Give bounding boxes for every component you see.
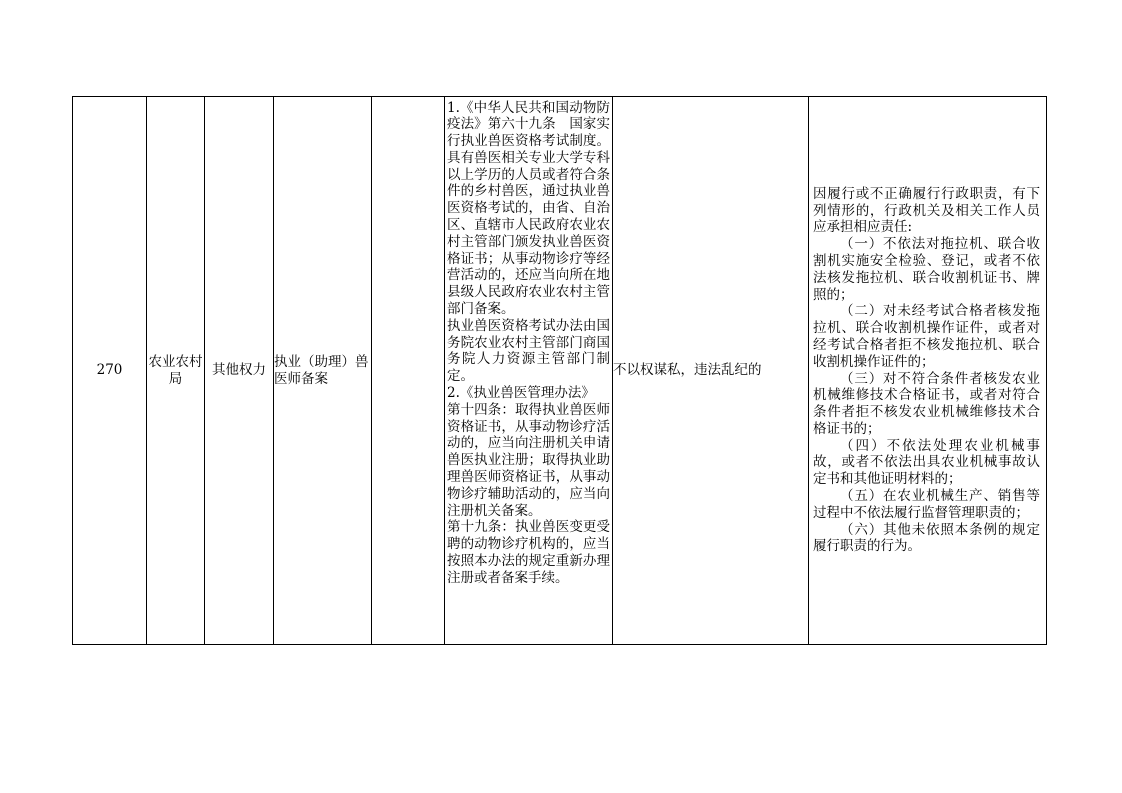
responsibility-item: （一）不依法对拖拉机、联合收割机实施安全检验、登记，或者不依法核发拖拉机、联合收割机证书、牌照的； xyxy=(813,236,1040,303)
responsibility-item: （二）对未经考试合格者核发拖拉机、联合收割机操作证件，或者对经考试合格者拒不核发拖拉机、联合收割机操作证件的； xyxy=(813,303,1040,370)
legal-basis-paragraph: 1.《中华人民共和国动物防疫法》第六十九条 国家实行执业兽医资格考试制度。具有兽医相关专业大学专科以上学历的人员或者符合条件的乡村兽医，通过执业兽医资格考试的，由省、自治区、直辖市人民政府农业农村主管部门颁发执业兽医资格证书；从事动物诊疗等经营活动的，还应当向所在地县级人民政府农业农村主管部门备案。 xyxy=(447,99,610,318)
responsibility-item: （三）对不符合条件者核发农业机械维修技术合格证书，或者对符合条件者拒不核发农业机械维修技术合格证书的； xyxy=(813,370,1040,437)
responsibility-item: （四）不依法处理农业机械事故，或者不依法出具农业机械事故认定书和其他证明材料的； xyxy=(813,437,1040,488)
power-list-table xyxy=(72,96,1047,645)
legal-basis-paragraph: 2.《执业兽医管理办法》 xyxy=(447,385,595,402)
legal-basis-paragraph: 第十九条：执业兽医变更受聘的动物诊疗机构的，应当按照本办法的规定重新办理注册或者备案手续。 xyxy=(447,519,610,586)
legal-basis-paragraph: 执业兽医资格考试办法由国务院农业农村主管部门商国务院人力资源主管部门制定。 xyxy=(447,317,610,385)
legal-basis-paragraph: 第十四条：取得执业兽医师资格证书，从事动物诊疗活动的，应当向注册机关申请兽医执业注册；取得执业助理兽医师资格证书，从事动物诊疗辅助活动的，应当向注册机关备案。 xyxy=(447,401,610,519)
responsibility-item: （六）其他未依照本条例的规定履行职责的行为。 xyxy=(813,521,1040,555)
sub-item-cell xyxy=(372,97,445,645)
item-name: 执业（助理）兽医师备案 xyxy=(274,353,369,387)
department-cell xyxy=(147,97,205,645)
risk-point: 不以权谋私，违法乱纪的 xyxy=(613,362,762,379)
table-row xyxy=(73,97,1047,645)
row-number: 270 xyxy=(96,362,123,379)
legal-basis-cell xyxy=(445,97,613,645)
responsibility-cell xyxy=(809,97,1047,645)
department: 农业农村局 xyxy=(148,353,203,387)
risk-point-cell xyxy=(613,97,809,645)
responsibility-text xyxy=(813,186,1040,556)
row-number-cell xyxy=(73,97,147,645)
item-name-cell xyxy=(274,97,372,645)
power-type: 其他权力 xyxy=(212,362,266,379)
responsibility-intro: 因履行或不正确履行行政职责，有下列情形的，行政机关及相关工作人员应承担相应责任: xyxy=(813,185,1040,236)
responsibility-item: （五）在农业机械生产、销售等过程中不依法履行监督管理职责的； xyxy=(813,488,1040,521)
power-type-cell xyxy=(205,97,274,645)
